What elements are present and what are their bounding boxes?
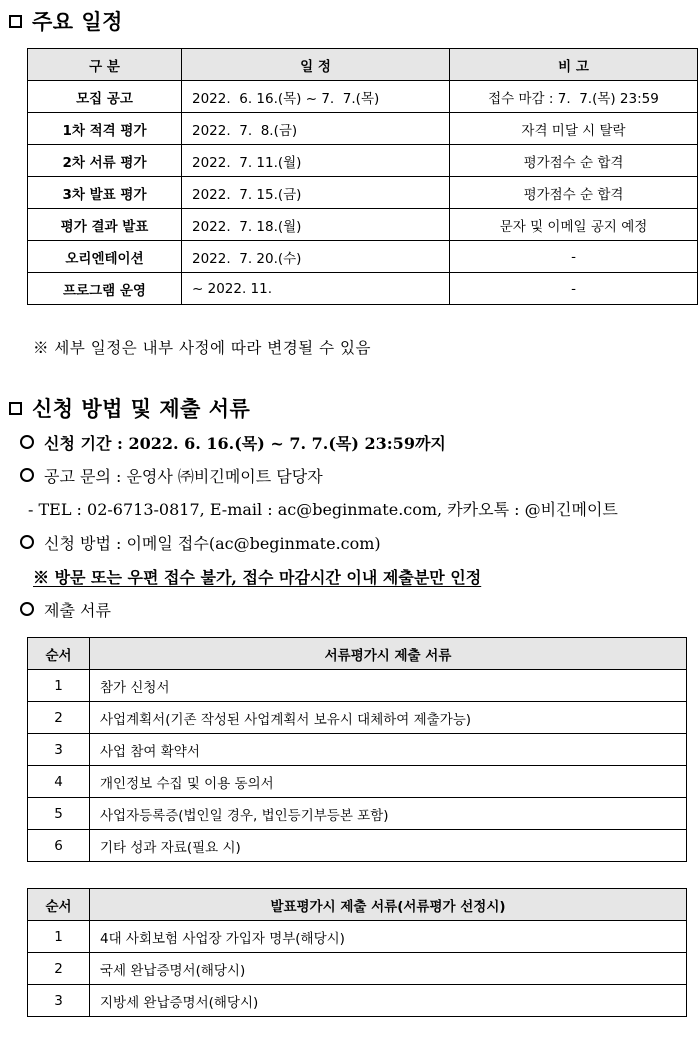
row-date: 2022. 6. 16.(목) ~ 7. 7.(목) [182, 81, 450, 113]
row-category: 오리엔테이션 [28, 241, 182, 273]
table-row [28, 985, 687, 1017]
application-period-text: 신청 기간 : 2022. 6. 16.(목) ~ 7. 7.(목) 23:59까지 [44, 434, 446, 453]
table-row [28, 145, 698, 177]
row-date: 2022. 7. 8.(금) [182, 113, 450, 145]
inquiry-line [20, 464, 323, 487]
checkbox-square-icon [9, 15, 22, 28]
header-order: 순서 [28, 889, 90, 921]
row-document: 사업 참여 확약서 [90, 734, 687, 766]
section-title-schedule [9, 6, 123, 36]
method-text: 신청 방법 : 이메일 접수(ac@beginmate.com) [44, 534, 381, 553]
table-header-row [28, 49, 698, 81]
table-header-row [28, 889, 687, 921]
circle-bullet-icon [20, 535, 34, 549]
row-category: 2차 서류 평가 [28, 145, 182, 177]
table-row [28, 177, 698, 209]
row-number: 3 [28, 985, 90, 1017]
header-documents: 발표평가시 제출 서류(서류평가 선정시) [90, 889, 687, 921]
section-title-text: 신청 방법 및 제출 서류 [32, 397, 251, 421]
row-document: 국세 완납증명서(해당시) [90, 953, 687, 985]
table-row [28, 81, 698, 113]
table-row [28, 702, 687, 734]
table-row [28, 766, 687, 798]
row-document: 지방세 완납증명서(해당시) [90, 985, 687, 1017]
row-number: 2 [28, 953, 90, 985]
submission-warning [33, 565, 481, 588]
table-row [28, 273, 698, 305]
row-category: 1차 적격 평가 [28, 113, 182, 145]
row-document: 참가 신청서 [90, 670, 687, 702]
header-schedule: 일 정 [182, 49, 450, 81]
row-number: 4 [28, 766, 90, 798]
header-documents: 서류평가시 제출 서류 [90, 638, 687, 670]
row-remark: 평가점수 순 합격 [450, 145, 698, 177]
method-line [20, 531, 381, 554]
table-row [28, 209, 698, 241]
contact-line: - TEL : 02-6713-0817, E-mail : ac@beginmate.com, 카카오톡 : @비긴메이트 [28, 500, 618, 519]
submission-warning-text: ※ 방문 또는 우편 접수 불가, 접수 마감시간 이내 제출분만 인정 [33, 568, 482, 587]
table-row [28, 830, 687, 862]
row-number: 1 [28, 921, 90, 953]
table-row [28, 798, 687, 830]
row-number: 6 [28, 830, 90, 862]
table-row [28, 241, 698, 273]
application-period [20, 431, 446, 454]
row-category: 3차 발표 평가 [28, 177, 182, 209]
row-remark: - [450, 273, 698, 305]
row-document: 기타 성과 자료(필요 시) [90, 830, 687, 862]
row-remark: 평가점수 순 합격 [450, 177, 698, 209]
circle-bullet-icon [20, 602, 34, 616]
table-header-row [28, 638, 687, 670]
row-date: 2022. 7. 15.(금) [182, 177, 450, 209]
table-row [28, 670, 687, 702]
row-number: 2 [28, 702, 90, 734]
table-row [28, 921, 687, 953]
documents-label-text: 제출 서류 [44, 601, 111, 620]
documents-label-line [20, 598, 111, 621]
table-row [28, 953, 687, 985]
row-document: 개인정보 수집 및 이용 동의서 [90, 766, 687, 798]
row-date: 2022. 7. 11.(월) [182, 145, 450, 177]
header-order: 순서 [28, 638, 90, 670]
inquiry-text: 공고 문의 : 운영사 ㈜비긴메이트 담당자 [44, 467, 323, 486]
row-number: 3 [28, 734, 90, 766]
circle-bullet-icon [20, 435, 34, 449]
row-date: 2022. 7. 18.(월) [182, 209, 450, 241]
row-remark: 자격 미달 시 탈락 [450, 113, 698, 145]
document-review-table [27, 637, 687, 862]
row-number: 5 [28, 798, 90, 830]
row-remark: 접수 마감 : 7. 7.(목) 23:59 [450, 81, 698, 113]
row-document: 사업계획서(기존 작성된 사업계획서 보유시 대체하여 제출가능) [90, 702, 687, 734]
row-number: 1 [28, 670, 90, 702]
table-row [28, 734, 687, 766]
checkbox-square-icon [9, 402, 22, 415]
row-document: 사업자등록증(법인일 경우, 법인등기부등본 포함) [90, 798, 687, 830]
row-category: 프로그램 운영 [28, 273, 182, 305]
header-category: 구 분 [28, 49, 182, 81]
row-remark: 문자 및 이메일 공지 예정 [450, 209, 698, 241]
row-category: 평가 결과 발표 [28, 209, 182, 241]
schedule-table [27, 48, 698, 305]
row-remark: - [450, 241, 698, 273]
row-document: 4대 사회보험 사업장 가입자 명부(해당시) [90, 921, 687, 953]
table-row [28, 113, 698, 145]
presentation-review-table [27, 888, 687, 1017]
row-category: 모집 공고 [28, 81, 182, 113]
row-date: 2022. 7. 20.(수) [182, 241, 450, 273]
header-remarks: 비 고 [450, 49, 698, 81]
circle-bullet-icon [20, 468, 34, 482]
row-date: ~ 2022. 11. [182, 273, 450, 305]
section-title-application [9, 393, 250, 423]
schedule-note: ※ 세부 일정은 내부 사정에 따라 변경될 수 있음 [33, 339, 371, 357]
section-title-text: 주요 일정 [32, 10, 123, 34]
